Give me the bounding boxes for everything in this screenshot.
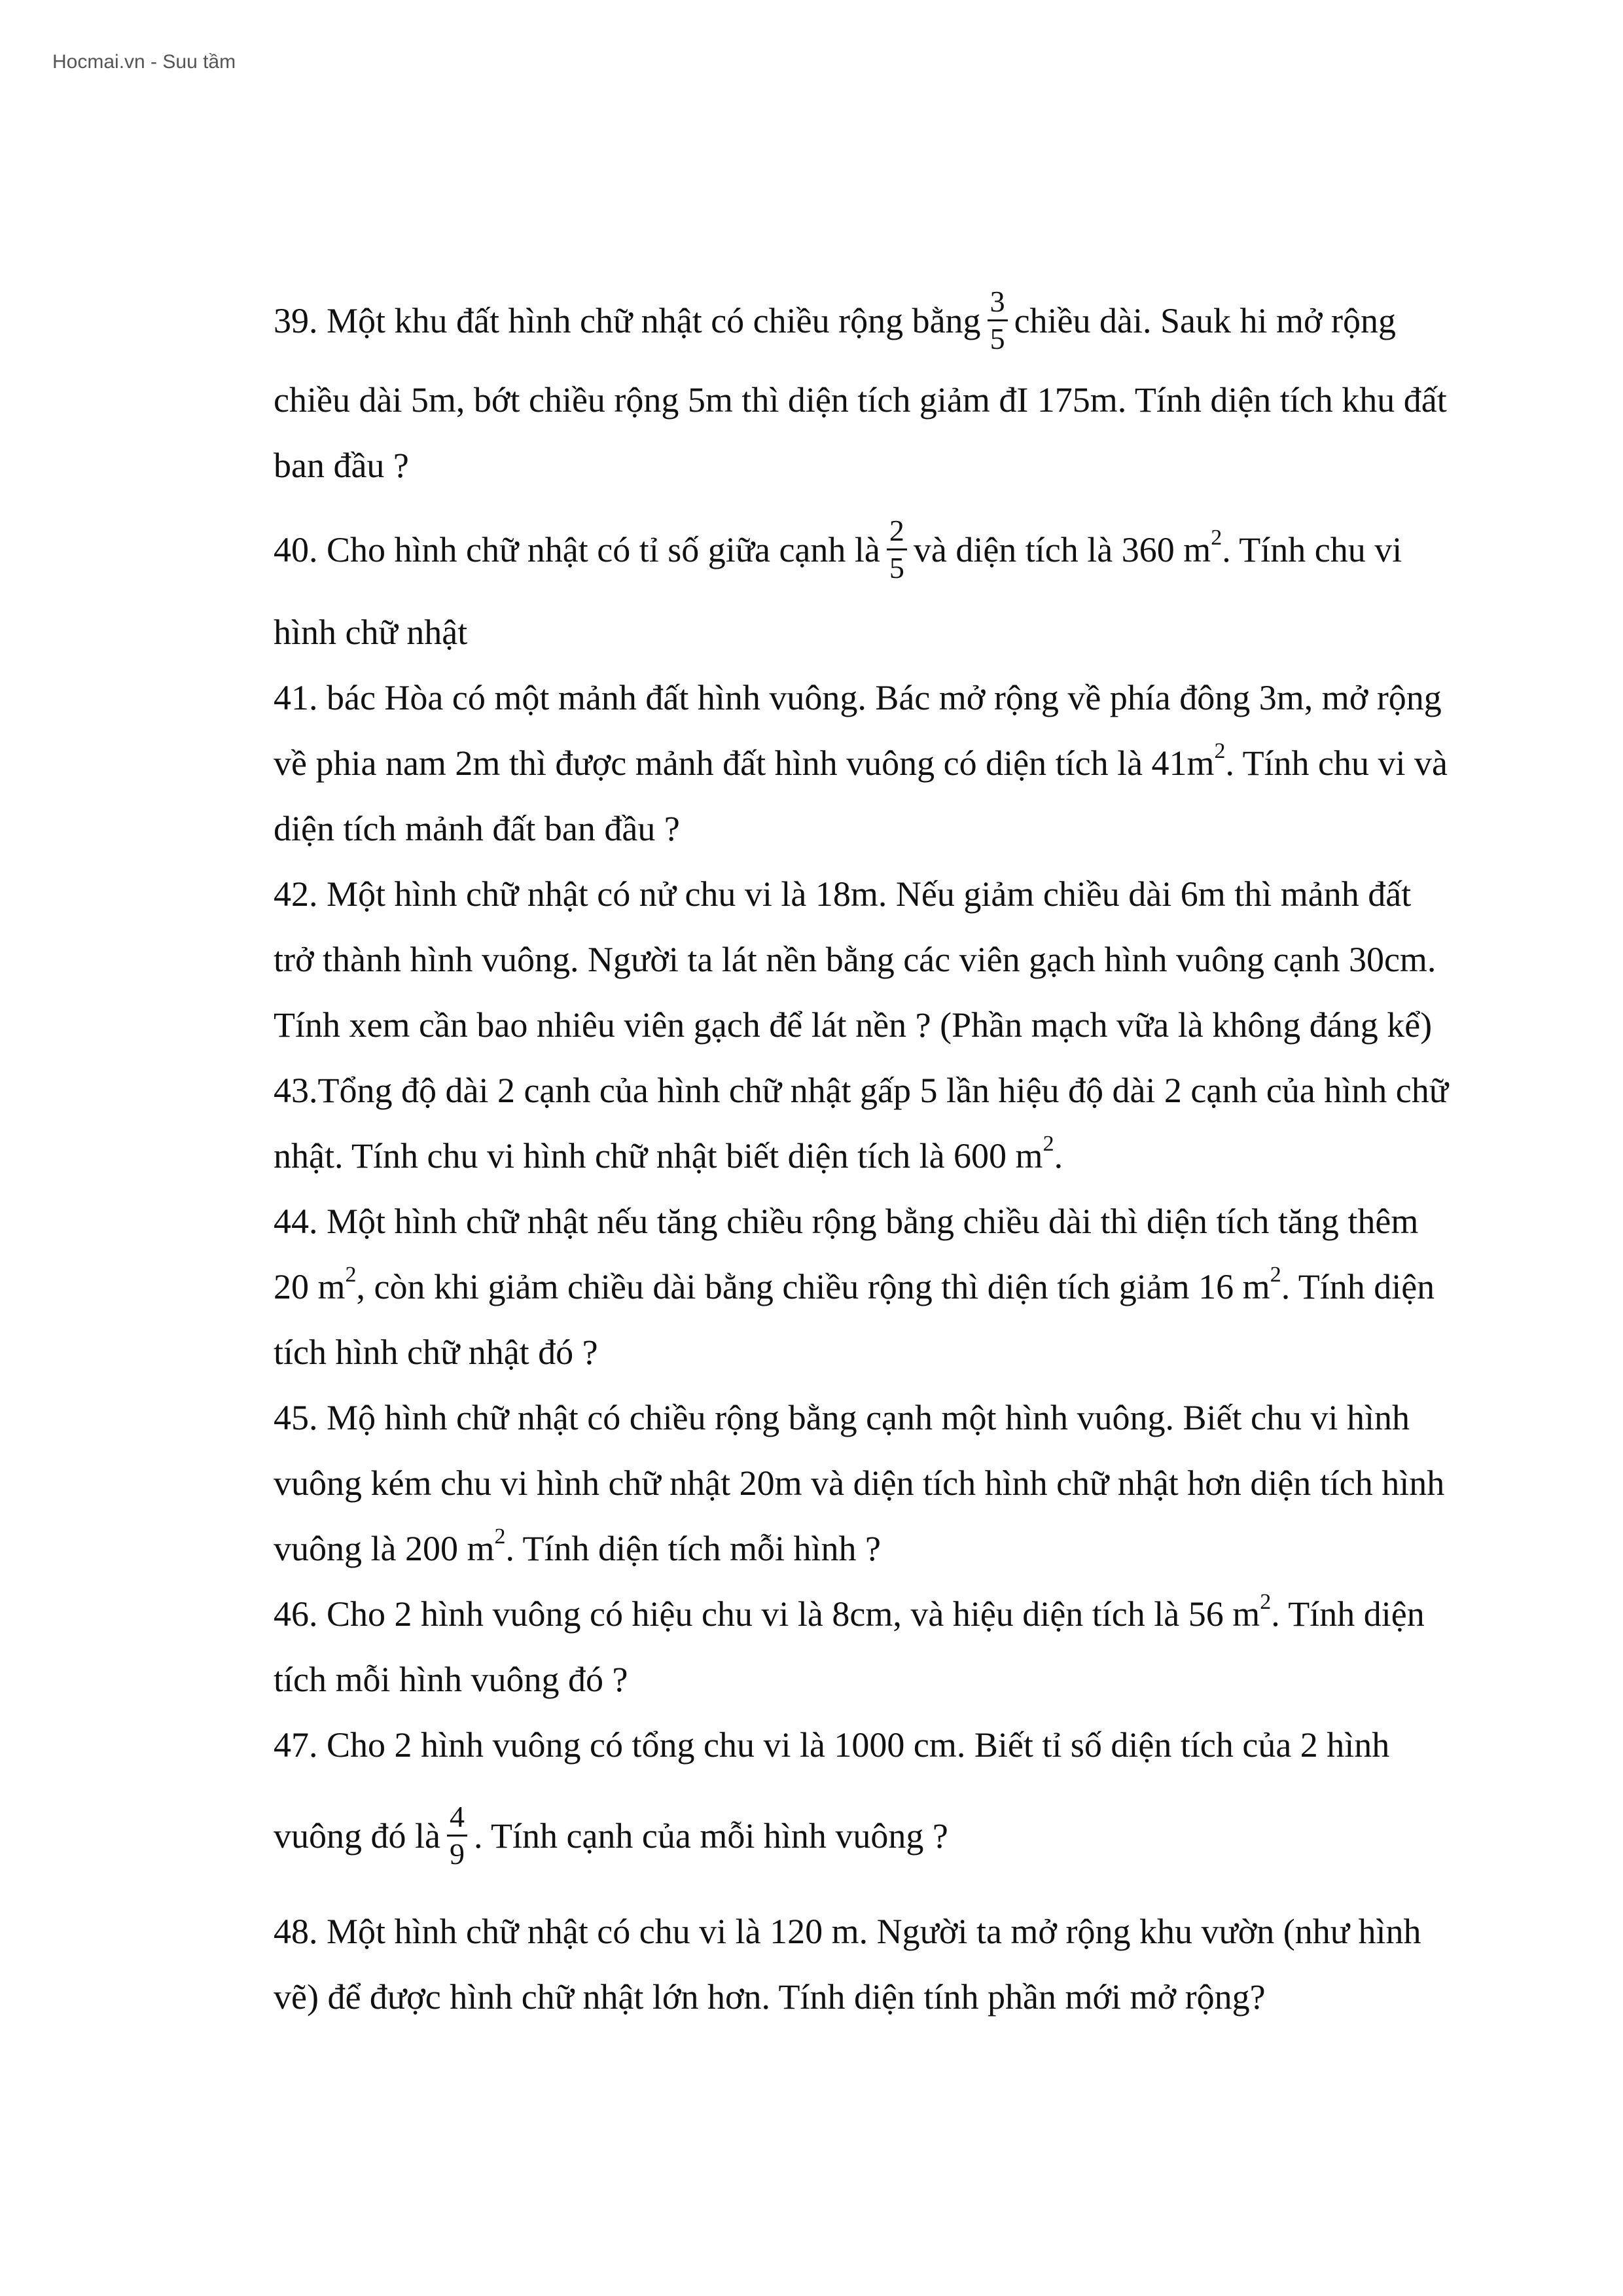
problem-42-line-2: trở thành hình vuông. Người ta lát nền bằng các viên gạch hình vuông cạnh 30cm. [274,940,1436,979]
problem-45-text: . Tính diện tích mỗi hình ? [505,1529,881,1568]
problem-44-text: , còn khi giảm chiều dài bằng chiều rộng thì diện tích giảm 16 m [356,1267,1270,1306]
superscript: 2 [1214,739,1226,763]
problem-43-text: nhật. Tính chu vi hình chữ nhật biết diện tích là 600 m [274,1136,1043,1175]
problem-41-line-3: diện tích mảnh đất ban đầu ? [274,809,680,848]
problem-46-text: . Tính diện [1271,1594,1425,1634]
problem-44-line-3: tích hình chữ nhật đó ? [274,1333,598,1372]
problem-40-text: . Tính chu vi [1222,529,1402,569]
problem-40-line-2: hình chữ nhật [274,613,468,652]
problem-40-text: và diện tích là 360 m [913,529,1211,569]
problem-47-line-2 [274,1800,948,1876]
problem-41-line-1: 41. bác Hòa có một mảnh đất hình vuông. Bác mở rộng về phía đông 3m, mở rộng [274,678,1442,717]
problem-39-text: chiều dài. Sauk hi mở rộng [1014,300,1397,340]
problem-39-text: 39. Một khu đất hình chữ nhật có chiều rộng bằng [274,300,981,340]
problem-47-text: . Tính cạnh của mỗi hình vuông ? [473,1816,948,1856]
problem-47-text: vuông đó là [274,1816,440,1856]
problem-44-line-2 [274,1263,1435,1307]
problem-46-text: 46. Cho 2 hình vuông có hiệu chu vi là 8cm, và hiệu diện tích là 56 m [274,1594,1260,1634]
superscript: 2 [1043,1132,1054,1156]
problem-44-line-1: 44. Một hình chữ nhật nếu tăng chiều rộng bằng chiều dài thì diện tích tăng thêm [274,1202,1419,1241]
watermark: Hocmai.vn - Suu tầm [52,51,236,73]
problem-40-line-1 [274,514,1402,590]
problem-48-line-1: 48. Một hình chữ nhật có chu vi là 120 m. Người ta mở rộng khu vườn (như hình [274,1912,1421,1951]
problem-39-line-2: chiều dài 5m, bớt chiều rộng 5m thì diện tích giảm đI 175m. Tính diện tích khu đất [274,380,1447,420]
problem-42-line-1: 42. Một hình chữ nhật có nử chu vi là 18m. Nếu giảm chiều dài 6m thì mảnh đất [274,874,1412,914]
problem-46-line-1 [274,1590,1425,1634]
problem-45-line-2: vuông kém chu vi hình chữ nhật 20m và diện tích hình chữ nhật hơn diện tích hình [274,1463,1445,1503]
problem-39-line-1 [274,285,1397,361]
fraction-numerator: 4 [447,1799,467,1837]
problem-42-line-3: Tính xem cần bao nhiêu viên gạch để lát nền ? (Phần mạch vữa là không đáng kể) [274,1005,1433,1045]
problem-39-line-3: ban đầu ? [274,446,409,485]
problem-41-text: về phia nam 2m thì được mảnh đất hình vuông có diện tích là 41m [274,744,1215,783]
superscript: 2 [1260,1590,1272,1614]
fraction-numerator: 3 [988,284,1008,321]
fraction-4-9 [447,1799,467,1872]
problem-43-line-1: 43.Tổng độ dài 2 cạnh của hình chữ nhật gấp 5 lần hiệu độ dài 2 cạnh của hình chữ [274,1071,1449,1110]
superscript: 2 [494,1524,506,1549]
problem-47-line-1: 47. Cho 2 hình vuông có tổng chu vi là 1000 cm. Biết tỉ số diện tích của 2 hình [274,1725,1390,1765]
problem-43-text: . [1054,1136,1063,1175]
fraction-3-5 [988,284,1008,357]
problem-46-line-2: tích mỗi hình vuông đó ? [274,1660,628,1699]
problem-48-line-2: vẽ) để được hình chữ nhật lớn hơn. Tính diện tính phần mới mở rộng? [274,1977,1266,2017]
problem-41-text: . Tính chu vi và [1225,744,1448,783]
problem-45-text: vuông là 200 m [274,1529,495,1568]
superscript: 2 [345,1263,357,1287]
problem-41-line-2 [274,739,1448,783]
superscript: 2 [1211,525,1222,550]
fraction-numerator: 2 [887,513,907,550]
fraction-2-5 [887,513,907,586]
problem-44-text: . Tính diện [1281,1267,1435,1306]
problem-45-line-1: 45. Mộ hình chữ nhật có chiều rộng bằng cạnh một hình vuông. Biết chu vi hình [274,1398,1410,1437]
problem-45-line-3 [274,1524,881,1569]
problem-40-text: 40. Cho hình chữ nhật có tỉ số giữa cạnh là [274,529,880,569]
fraction-denominator: 9 [449,1837,465,1871]
fraction-denominator: 5 [990,322,1005,355]
superscript: 2 [1270,1263,1281,1287]
problem-43-line-2 [274,1132,1063,1176]
problem-44-text: 20 m [274,1267,346,1306]
fraction-denominator: 5 [889,551,904,584]
